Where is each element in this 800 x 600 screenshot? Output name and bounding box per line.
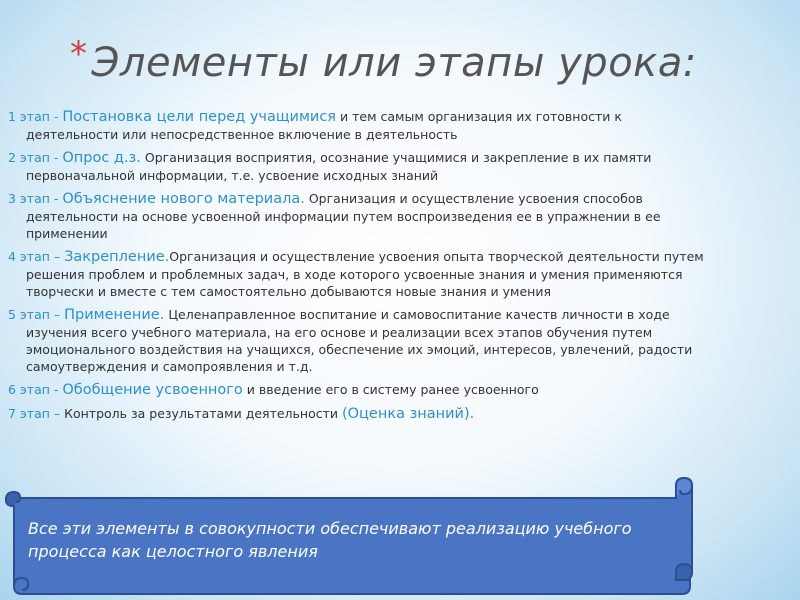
stage-text: Контроль за результатами деятельности <box>64 406 338 421</box>
stage-3 <box>8 190 708 242</box>
stage-label: 7 этап – <box>8 406 61 421</box>
stage-text: и введение его в систему ранее усвоенного <box>246 382 539 397</box>
stages-list <box>8 108 708 429</box>
stage-label: 4 этап – <box>8 249 61 264</box>
stage-5 <box>8 306 708 375</box>
stage-heading: Объяснение нового материала. <box>62 191 305 207</box>
stage-text: и тем самым организация их готовности к деятельности или непосредственное включение в деятельность <box>26 109 622 142</box>
title-bullet: * <box>70 34 88 74</box>
stage-heading: Применение. <box>64 307 165 323</box>
stage-1 <box>8 108 708 143</box>
stage-label: 6 этап - <box>8 382 59 397</box>
stage-heading: Постановка цели перед учащимися <box>62 109 337 125</box>
stage-text: Организация восприятия, осознание учащимися и закрепление в их памяти первоначальной информации, т.е. усвоение исходных знаний <box>26 150 652 183</box>
stage-6 <box>8 381 708 399</box>
stage-text: Организация и осуществление усвоения способов деятельности на основе усвоенной информации путем воспроизведения ее в упражнении в ее применении <box>26 191 661 241</box>
stage-label: 5 этап – <box>8 307 61 322</box>
stage-label: 1 этап - <box>8 109 59 124</box>
stage-7 <box>8 405 708 423</box>
stage-heading: Обобщение усвоенного <box>62 382 243 398</box>
slide-title <box>70 34 790 86</box>
stage-text: Целенаправленное воспитание и самовоспитание качеств личности в ходе изучения всего учебного материала, на его основе и реализации всех этапов обучения путем эмоционального воздействия на учащихся, обеспечение их эмоций, интересов, увлечений, радости самоутверждения и самопроявления и т.д. <box>26 307 693 374</box>
stage-heading: Закрепление. <box>64 249 170 265</box>
stage-label: 3 этап - <box>8 191 59 206</box>
title-text: Элементы или этапы урока: <box>91 40 697 86</box>
stage-4 <box>8 248 708 300</box>
stage-2 <box>8 149 708 184</box>
stage-tail: (Оценка знаний). <box>341 406 475 422</box>
stage-heading: Опрос д.з. <box>62 150 141 166</box>
banner-text: Все эти элементы в совокупности обеспечивают реализацию учебного процесса как целостного явления <box>28 519 632 561</box>
stage-label: 2 этап - <box>8 150 59 165</box>
stage-text: Организация и осуществление усвоения опыта творческой деятельности путем решения проблем и проблемных задач, в ходе которого усвоенные знания и умения применяются творчески и вместе с тем самостоятельно добываются новые знания и умения <box>26 249 704 299</box>
